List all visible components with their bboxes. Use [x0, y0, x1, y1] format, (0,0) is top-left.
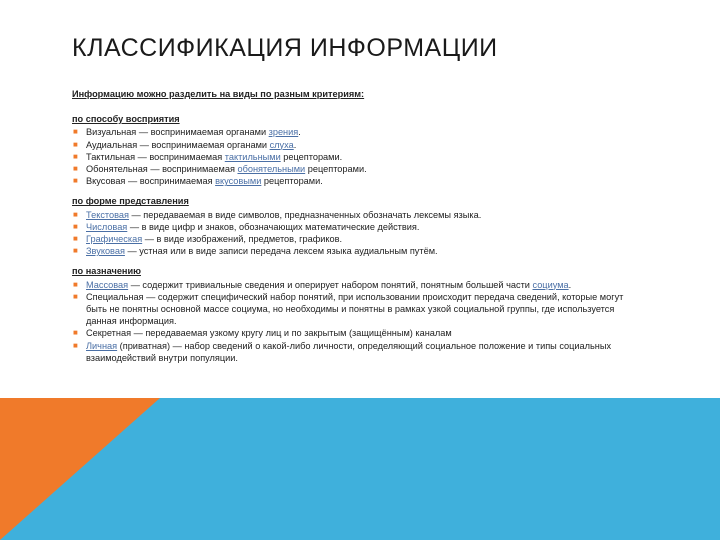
bullet-icon: ■ — [73, 176, 78, 186]
bullet-icon: ■ — [73, 221, 78, 231]
item-link[interactable]: зрения — [268, 127, 299, 138]
list-item — [72, 151, 632, 163]
slide-content — [72, 84, 632, 372]
section-heading-purpose: по назначению — [72, 266, 141, 277]
bullet-icon: ■ — [73, 164, 78, 174]
bullet-icon: ■ — [73, 127, 78, 137]
list-item — [72, 327, 632, 339]
list-item — [72, 139, 632, 151]
bullet-icon: ■ — [73, 246, 78, 256]
item-text: Вкусовая — воспринимаемая — [86, 176, 216, 187]
item-text: (приватная) — набор сведений о какой-либо личности, определяющий социальное положение и типы социальных взаимодействий внутри популяции. — [86, 340, 612, 363]
item-text: Секретная — передаваемая узкому кругу лиц и по закрытым (защищённым) каналам — [86, 328, 452, 339]
bullet-icon: ■ — [73, 139, 78, 149]
list-item — [72, 340, 632, 364]
item-text: Специальная — содержит специфический набор понятий, при использовании происходит передача сведений, которые могут быть не понятны основной массе социума, но необходимы и понятны в рамках узкой социальной группы, где используется данная информация. — [86, 291, 624, 327]
footer-orange-triangle — [0, 398, 160, 540]
item-text: Обонятельная — воспринимаемая — [86, 164, 238, 175]
item-text: Аудиальная — воспринимаемая органами — [86, 139, 270, 150]
item-link[interactable]: обонятельными — [237, 164, 306, 175]
list-item — [72, 221, 632, 233]
item-link[interactable]: Текстовая — [86, 209, 129, 220]
bullet-icon: ■ — [73, 209, 78, 219]
item-link[interactable]: вкусовыми — [215, 176, 262, 187]
item-link[interactable]: Личная — [86, 340, 118, 351]
list-item — [72, 291, 632, 328]
item-link[interactable]: Числовая — [86, 221, 128, 232]
item-link[interactable]: Массовая — [86, 279, 129, 290]
slide-title: КЛАССИФИКАЦИЯ ИНФОРМАЦИИ — [72, 34, 498, 62]
item-text: Визуальная — воспринимаемая органами — [86, 127, 269, 138]
list-item — [72, 175, 632, 187]
intro-text: Информацию можно разделить на виды по разным критериям: — [72, 89, 365, 99]
item-text: — в виде изображений, предметов, графиков. — [142, 234, 343, 245]
item-link[interactable]: тактильными — [224, 151, 281, 162]
section-heading-form: по форме представления — [72, 196, 189, 207]
list-item — [72, 233, 632, 245]
item-link[interactable]: Звуковая — [86, 246, 125, 257]
item-text: рецепторами. — [280, 151, 343, 162]
footer-white-strip — [128, 391, 603, 398]
item-text: — устная или в виде записи передача лексем языка аудиальным путём. — [124, 246, 438, 257]
item-text: — в виде цифр и знаков, обозначающих математические действия. — [127, 221, 420, 232]
list-item — [72, 209, 632, 221]
item-text: . — [568, 279, 572, 290]
item-text: рецепторами. — [305, 164, 367, 175]
list-purpose — [72, 279, 632, 364]
list-item — [72, 245, 632, 257]
list-item — [72, 126, 632, 138]
list-perception — [72, 126, 632, 187]
bullet-icon: ■ — [73, 328, 78, 338]
item-text: — содержит тривиальные сведения и оперирует набором понятий, понятным большей части — [128, 279, 533, 290]
item-text: . — [298, 127, 301, 138]
bullet-icon: ■ — [73, 234, 78, 244]
item-text: Тактильная — воспринимаемая — [86, 151, 225, 162]
bullet-icon: ■ — [73, 340, 78, 350]
item-link[interactable]: слуха — [269, 139, 294, 150]
item-text: . — [293, 139, 297, 150]
item-link[interactable]: социума — [532, 279, 569, 290]
bullet-icon: ■ — [73, 279, 78, 289]
item-text: рецепторами. — [261, 176, 323, 187]
bullet-icon: ■ — [73, 151, 78, 161]
bullet-icon: ■ — [73, 291, 78, 301]
section-heading-perception: по способу восприятия — [72, 114, 180, 125]
item-link[interactable]: Графическая — [86, 234, 143, 245]
list-form — [72, 209, 632, 258]
list-item — [72, 279, 632, 291]
item-text: — передаваемая в виде символов, предназначенных обозначать лексемы языка. — [129, 209, 482, 220]
list-item — [72, 163, 632, 175]
